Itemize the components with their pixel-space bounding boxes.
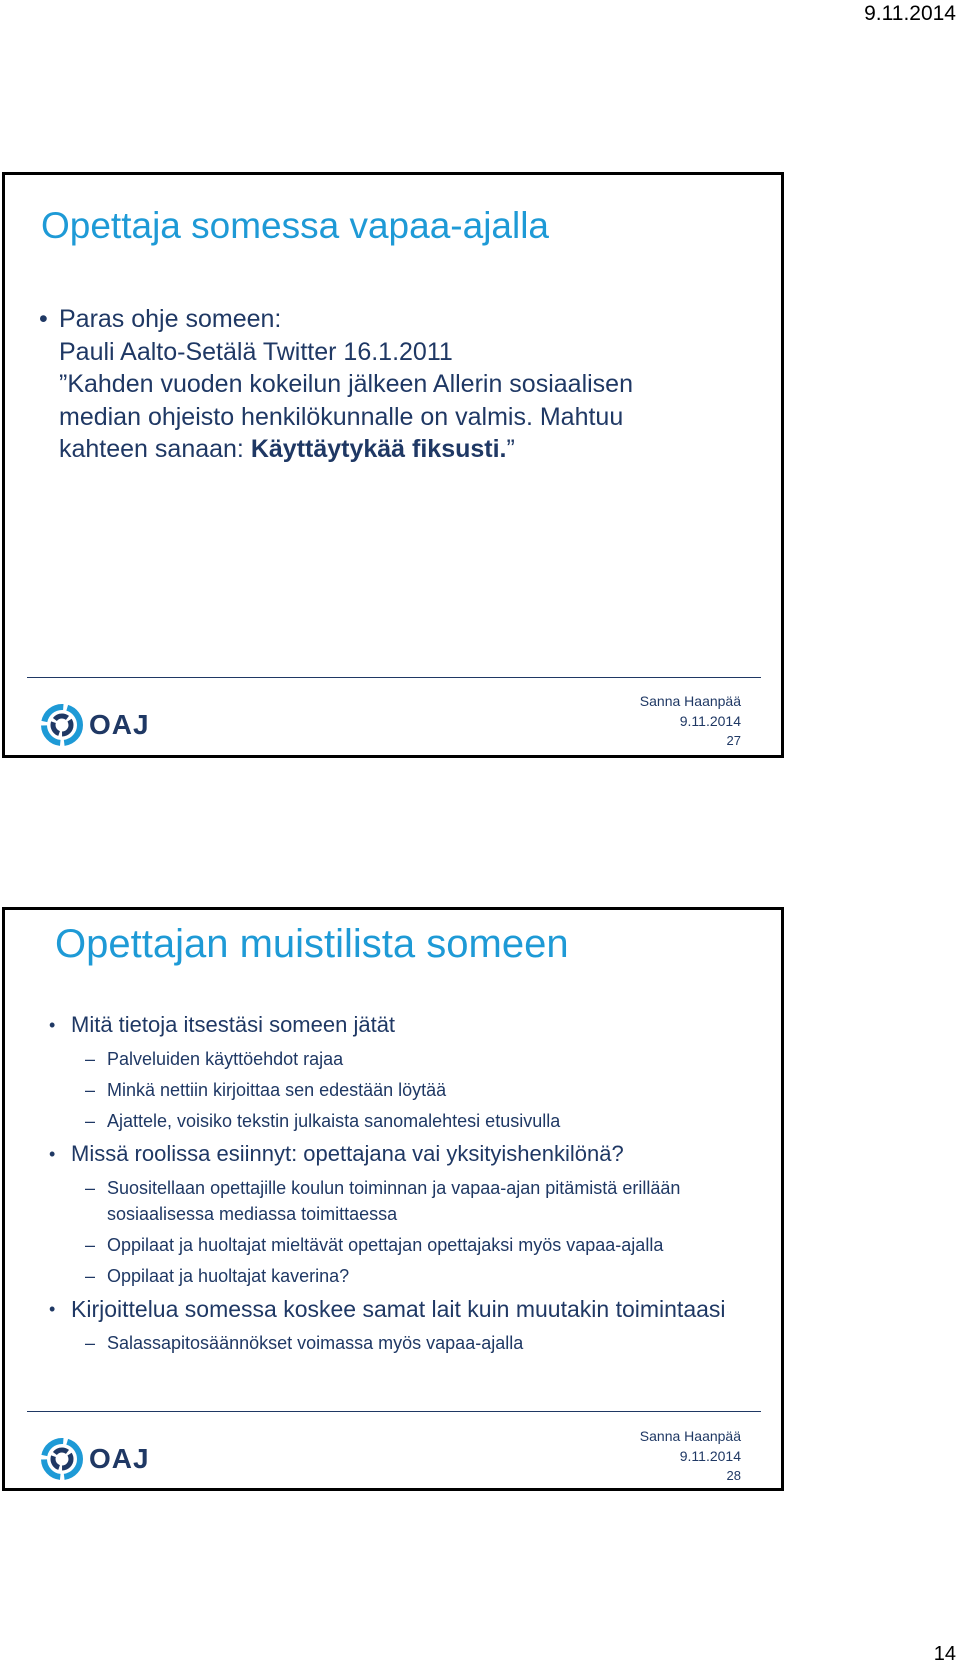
body-line: [59, 433, 759, 466]
oaj-logo: [41, 702, 161, 748]
page-date: 9.11.2014: [864, 2, 956, 25]
list-item: • Missä roolissa esiinnyt: opettajana vai yksityishenkilönä?: [49, 1139, 769, 1169]
line-prefix: kahteen sanaan:: [59, 435, 251, 463]
slide-footer-meta: [640, 1426, 741, 1486]
dash-marker: –: [85, 1080, 96, 1100]
author-name: Sanna Haanpää: [639, 1428, 741, 1444]
bullet-list: [49, 1010, 769, 1361]
slide-number: 27: [726, 733, 741, 748]
list-item: • Mitä tietoja itsestäsi someen jätät: [49, 1010, 769, 1040]
oaj-logo-icon: [41, 1438, 83, 1480]
sub-list-item: – Palveluiden käyttöehdot rajaa: [49, 1046, 769, 1072]
body-line: Pauli Aalto-Setälä Twitter 16.1.2011: [59, 337, 453, 366]
dash-marker: –: [85, 1266, 96, 1286]
oaj-logo: [41, 1436, 161, 1482]
slide-title: Opettajan muistilista someen: [55, 922, 569, 966]
dash-marker: –: [85, 1111, 96, 1131]
author-name: Sanna Haanpää: [639, 693, 741, 709]
slide-number: 28: [726, 1468, 741, 1483]
bullet-dot: •: [49, 1015, 56, 1035]
logo-text: OAJ: [89, 1443, 150, 1474]
slide-title: Opettaja somessa vapaa-ajalla: [41, 205, 550, 246]
body-line: median ohjeisto henkilökunnalle on valmis. Mahtuu: [59, 402, 624, 431]
slide-27: [2, 172, 784, 758]
dash-marker: –: [85, 1049, 96, 1069]
sub-list-item: – Minkä nettiin kirjoittaa sen edestään löytää: [49, 1077, 769, 1103]
slide-footer-meta: [640, 691, 741, 751]
footer-divider: [27, 677, 761, 678]
logo-text: OAJ: [89, 709, 150, 740]
line-suffix: ”: [506, 435, 515, 463]
sub-list-item: – Oppilaat ja huoltajat kaverina?: [49, 1263, 769, 1289]
dash-marker: –: [85, 1333, 96, 1353]
sub-list-item: – Oppilaat ja huoltajat mieltävät opettajan opettajaksi myös vapaa-ajalla: [49, 1232, 769, 1258]
oaj-logo-icon: [41, 704, 83, 746]
slide-date: 9.11.2014: [679, 1448, 741, 1464]
dash-marker: –: [85, 1235, 96, 1255]
bold-phrase: Käyttäytykää fiksusti.: [250, 435, 507, 463]
bullet-dot: •: [49, 1144, 56, 1164]
list-item: • Kirjoittelua somessa koskee samat lait kuin muutakin toimintaasi: [49, 1296, 726, 1322]
dash-marker: –: [85, 1178, 96, 1198]
sub-list-item: – Salassapitosäännökset voimassa myös vapaa-ajalla: [49, 1330, 769, 1356]
footer-divider: [27, 1411, 761, 1412]
slide-28: [2, 907, 784, 1491]
bullet-item: [39, 303, 759, 466]
bullet-dot: •: [49, 1299, 56, 1319]
body-line: Paras ohje someen:: [59, 305, 282, 333]
slide-body: [39, 303, 759, 466]
page-number: 14: [933, 1643, 956, 1665]
bullet-dot: •: [39, 305, 48, 333]
sub-list-item: – Ajattele, voisiko tekstin julkaista sanomalehtesi etusivulla: [49, 1108, 769, 1134]
slide-date: 9.11.2014: [679, 713, 741, 729]
sub-list-item: – Suositellaan opettajille koulun toiminnan ja vapaa-ajan pitämistä erillään sosiaalisessa mediassa toimittaessa: [49, 1175, 769, 1227]
body-line: ”Kahden vuoden kokeilun jälkeen Allerin sosiaalisen: [59, 370, 633, 398]
